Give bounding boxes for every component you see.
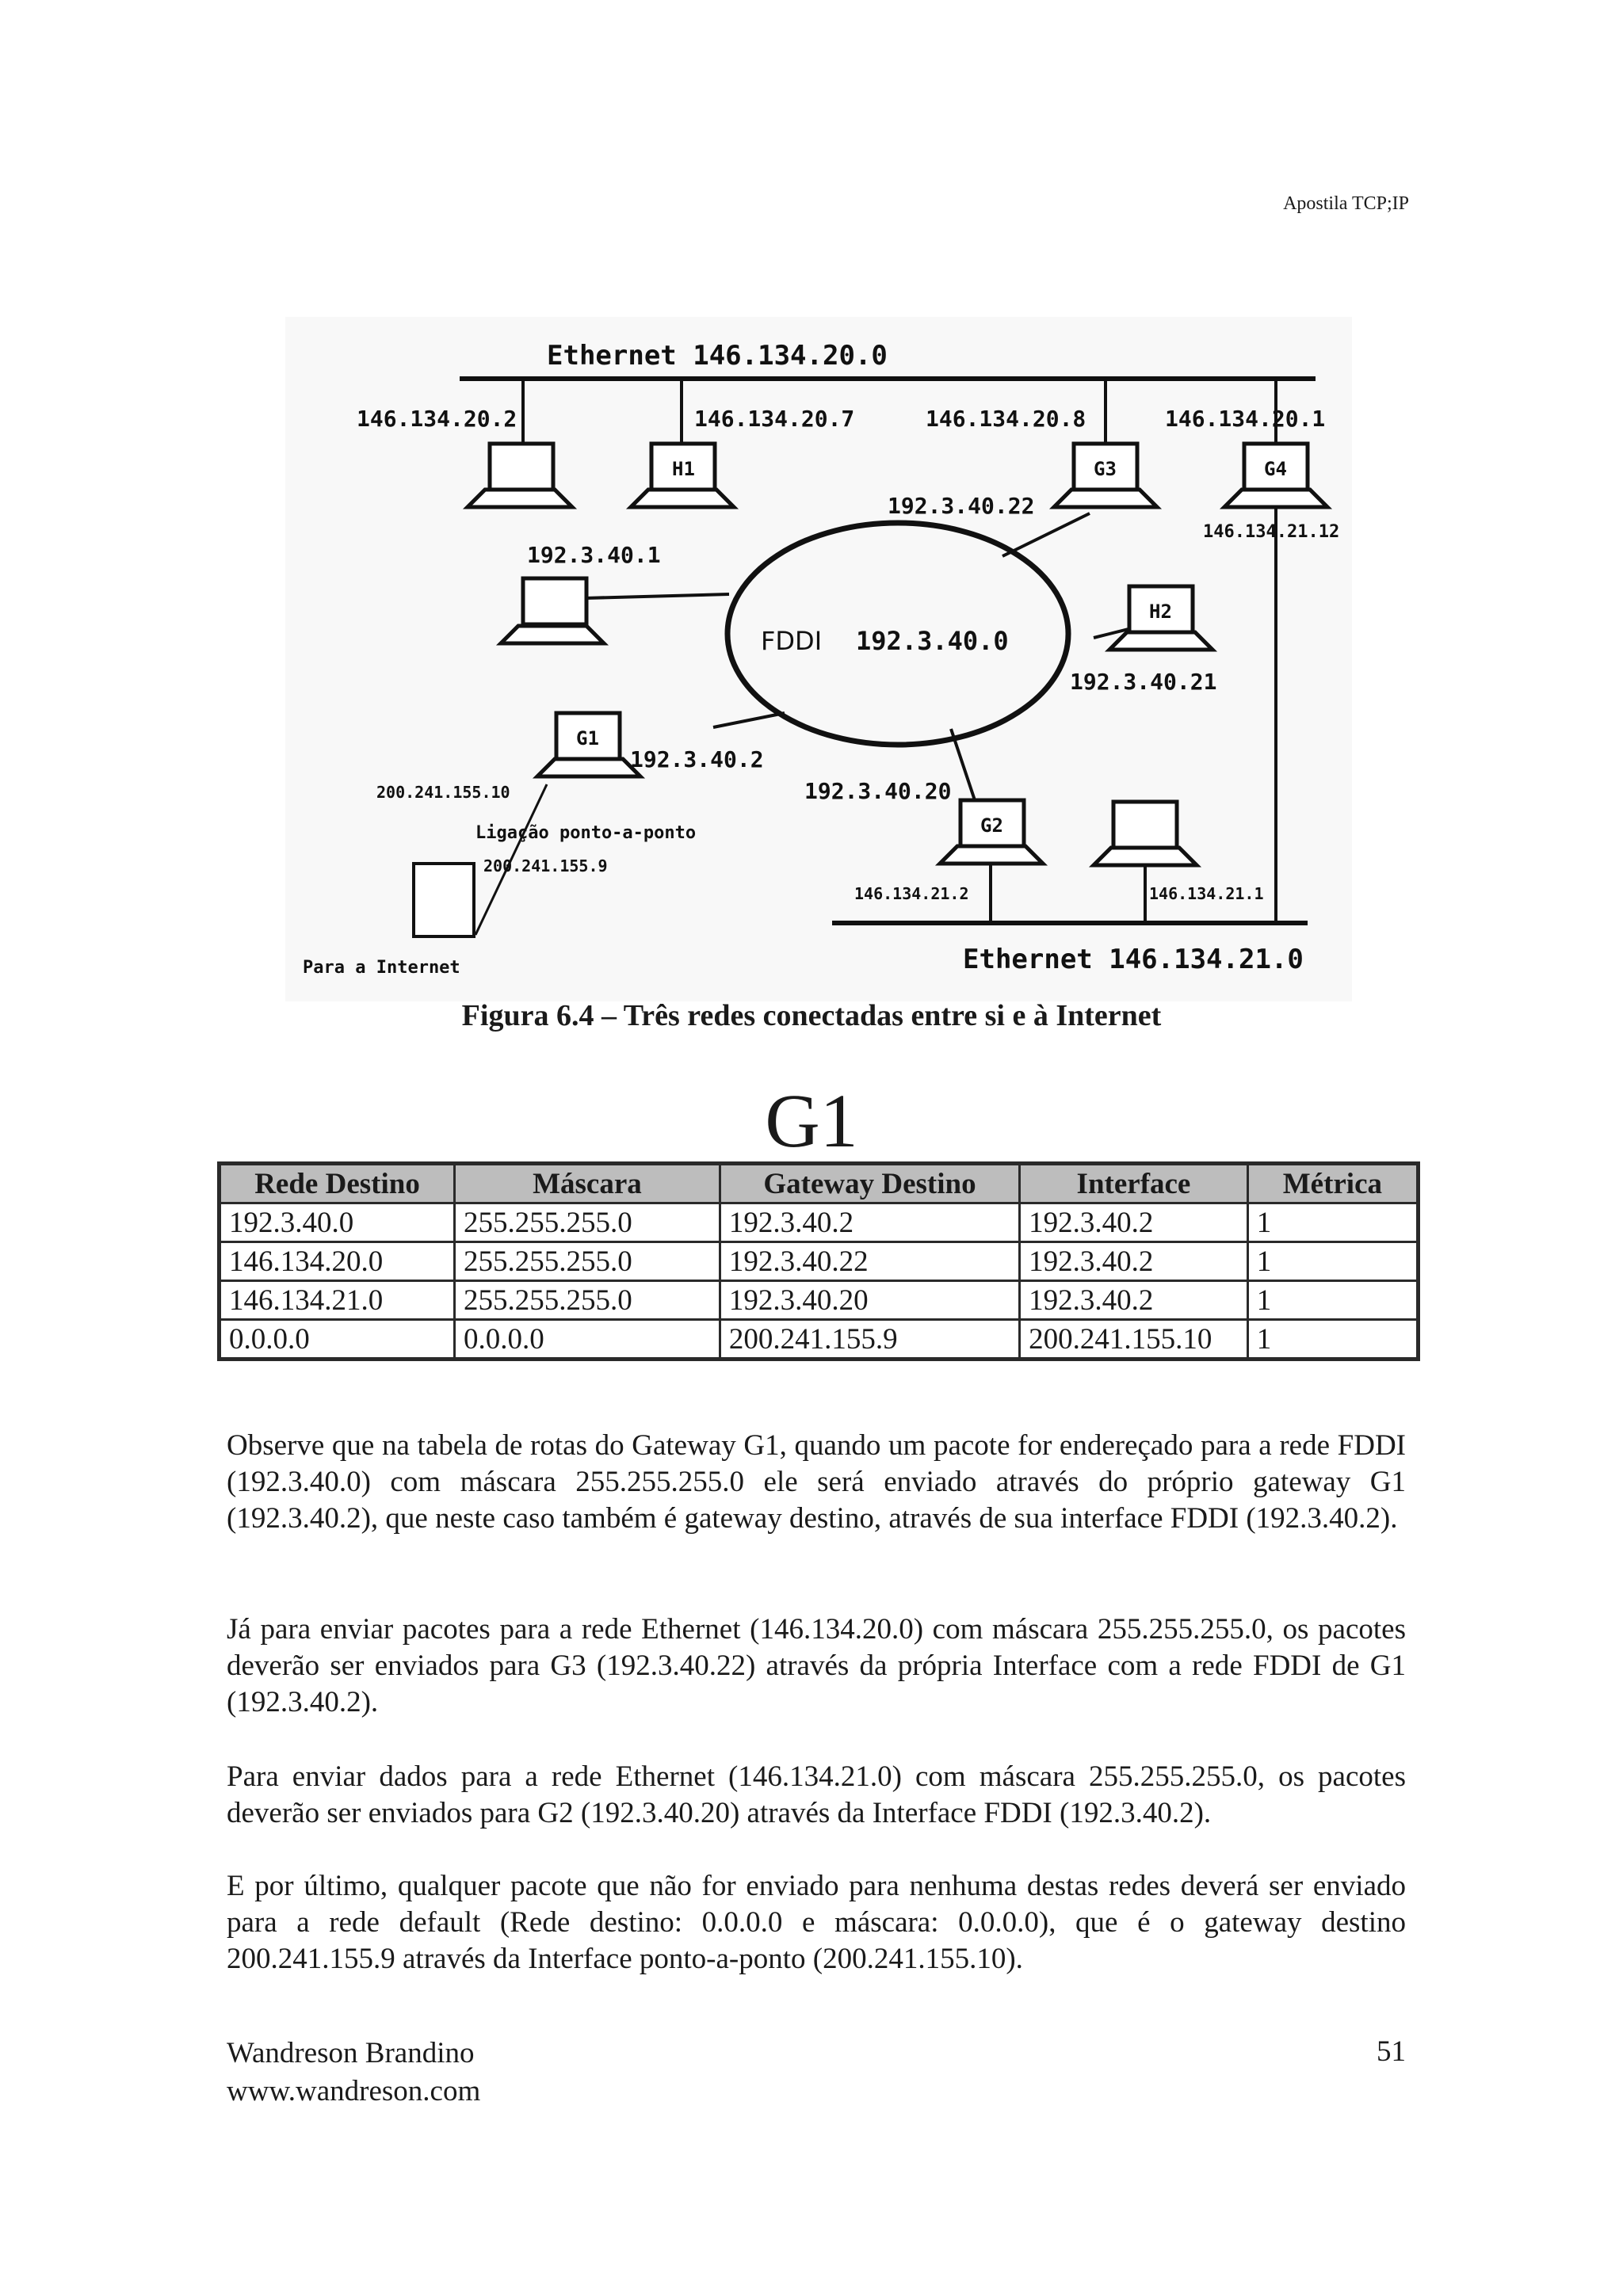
header-cell: Máscara (455, 1164, 720, 1203)
table-cell: 192.3.40.0 (220, 1203, 455, 1242)
routing-table (217, 1161, 1420, 1361)
ethernet-top-label: Ethernet 146.134.20.0 (547, 340, 888, 372)
table-cell: 192.3.40.22 (720, 1242, 1019, 1281)
paragraph: Já para enviar pacotes para a rede Ethernet (146.134.20.0) com máscara 255.255.255.0, os pacotes deverão ser enviados para G3 (192.3.40.22) através da própria Interface com a rede FDDI de G1 (192.3.40.2). (227, 1613, 1406, 1718)
label-h2: H2 (1149, 601, 1172, 623)
fddi-net-label: 192.3.40.0 (856, 626, 1009, 656)
page-number: 51 (1377, 2035, 1406, 2068)
table-cell: 192.3.40.2 (1020, 1242, 1248, 1281)
label-ip-20-1: 146.134.20.1 (1165, 406, 1326, 432)
footer-author: Wandreson Brandino (227, 2037, 475, 2069)
table-cell: 146.134.20.0 (220, 1242, 455, 1281)
label-ip-40-2: 192.3.40.2 (630, 746, 764, 772)
table-cell: 1 (1247, 1203, 1418, 1242)
table-title: G1 (765, 1078, 858, 1163)
label-g3: G3 (1094, 458, 1117, 480)
table-cell: 146.134.21.0 (220, 1281, 455, 1320)
label-ip-40-21: 192.3.40.21 (1070, 669, 1217, 695)
running-header: Apostila TCP;IP (1283, 193, 1409, 214)
host-146-134-20-2 (468, 444, 572, 507)
label-g1: G1 (576, 727, 599, 749)
paragraph: Observe que na tabela de rotas do Gateway G1, quando um pacote for endereçado para a rede FDDI (192.3.40.0) com máscara 255.255.255.0 ele será enviado através do próprio gateway G1 (192.3.40.2), que neste caso também é gateway destino, através de sua interface FDDI (192.3.40.2). (227, 1429, 1406, 1535)
label-internet: Para a Internet (303, 958, 460, 978)
header-cell: Gateway Destino (720, 1164, 1019, 1203)
table-cell: 1 (1247, 1281, 1418, 1320)
label-ip-40-20: 192.3.40.20 (804, 778, 952, 804)
footer-author-block (227, 2035, 480, 2111)
table-row (220, 1320, 1419, 1360)
label-ip-40-1: 192.3.40.1 (527, 542, 661, 568)
header-cell: Métrica (1247, 1164, 1418, 1203)
header-cell: Interface (1020, 1164, 1248, 1203)
table-row (220, 1203, 1419, 1242)
table-cell: 1 (1247, 1320, 1418, 1360)
label-g2: G2 (980, 814, 1003, 837)
table-cell: 200.241.155.9 (720, 1320, 1019, 1360)
table-cell: 200.241.155.10 (1020, 1320, 1248, 1360)
host-146-134-21-x (1094, 802, 1197, 865)
label-ip-155-10: 200.241.155.10 (376, 783, 510, 802)
label-ptp-link: Ligação ponto-a-ponto (475, 823, 697, 843)
ethernet-bottom-label: Ethernet 146.134.21.0 (963, 944, 1304, 975)
label-ip-20-7: 146.134.20.7 (694, 406, 855, 432)
label-ip-20-8: 146.134.20.8 (926, 406, 1086, 432)
table-row (220, 1242, 1419, 1281)
label-ip-21-12: 146.134.21.12 (1203, 522, 1340, 542)
label-ip-21-1: 146.134.21.1 (1149, 884, 1264, 903)
label-g4: G4 (1264, 458, 1287, 480)
table-header-row (220, 1164, 1419, 1203)
label-h1: H1 (672, 458, 695, 480)
table-cell: 0.0.0.0 (220, 1320, 455, 1360)
table-cell: 0.0.0.0 (455, 1320, 720, 1360)
table-cell: 192.3.40.2 (720, 1203, 1019, 1242)
table-cell: 255.255.255.0 (455, 1203, 720, 1242)
host-192-3-40-1 (501, 578, 604, 643)
table-cell: 192.3.40.2 (1020, 1281, 1248, 1320)
label-ip-40-22: 192.3.40.22 (888, 493, 1035, 519)
footer-website: www.wandreson.com (227, 2075, 481, 2107)
table-cell: 192.3.40.2 (1020, 1203, 1248, 1242)
header-cell: Rede Destino (220, 1164, 455, 1203)
label-ip-20-2: 146.134.20.2 (357, 406, 517, 432)
figure-caption: Figura 6.4 – Três redes conectadas entre si e à Internet (461, 999, 1162, 1032)
label-ip-155-9: 200.241.155.9 (483, 856, 608, 875)
paragraph: Para enviar dados para a rede Ethernet (146.134.21.0) com máscara 255.255.255.0, os pacotes deverão ser enviados para G2 (192.3.40.20) através da Interface FDDI (192.3.40.2). (227, 1760, 1406, 1829)
network-diagram (285, 317, 1352, 1001)
label-ip-21-2: 146.134.21.2 (854, 884, 969, 903)
table-cell: 1 (1247, 1242, 1418, 1281)
table-cell: 255.255.255.0 (455, 1242, 720, 1281)
fddi-label: FDDI (761, 626, 823, 656)
table-cell: 192.3.40.20 (720, 1281, 1019, 1320)
internet-box (414, 864, 474, 936)
paragraph: E por último, qualquer pacote que não for enviado para nenhuma destas redes deverá ser enviado para a rede default (Rede destino: 0.0.0.0 e máscara: 0.0.0.0), que é o gateway destino 200.241.155.9 através da Interface ponto-a-ponto (200.241.155.10). (227, 1870, 1406, 1975)
table-cell: 255.255.255.0 (455, 1281, 720, 1320)
table-row (220, 1281, 1419, 1320)
